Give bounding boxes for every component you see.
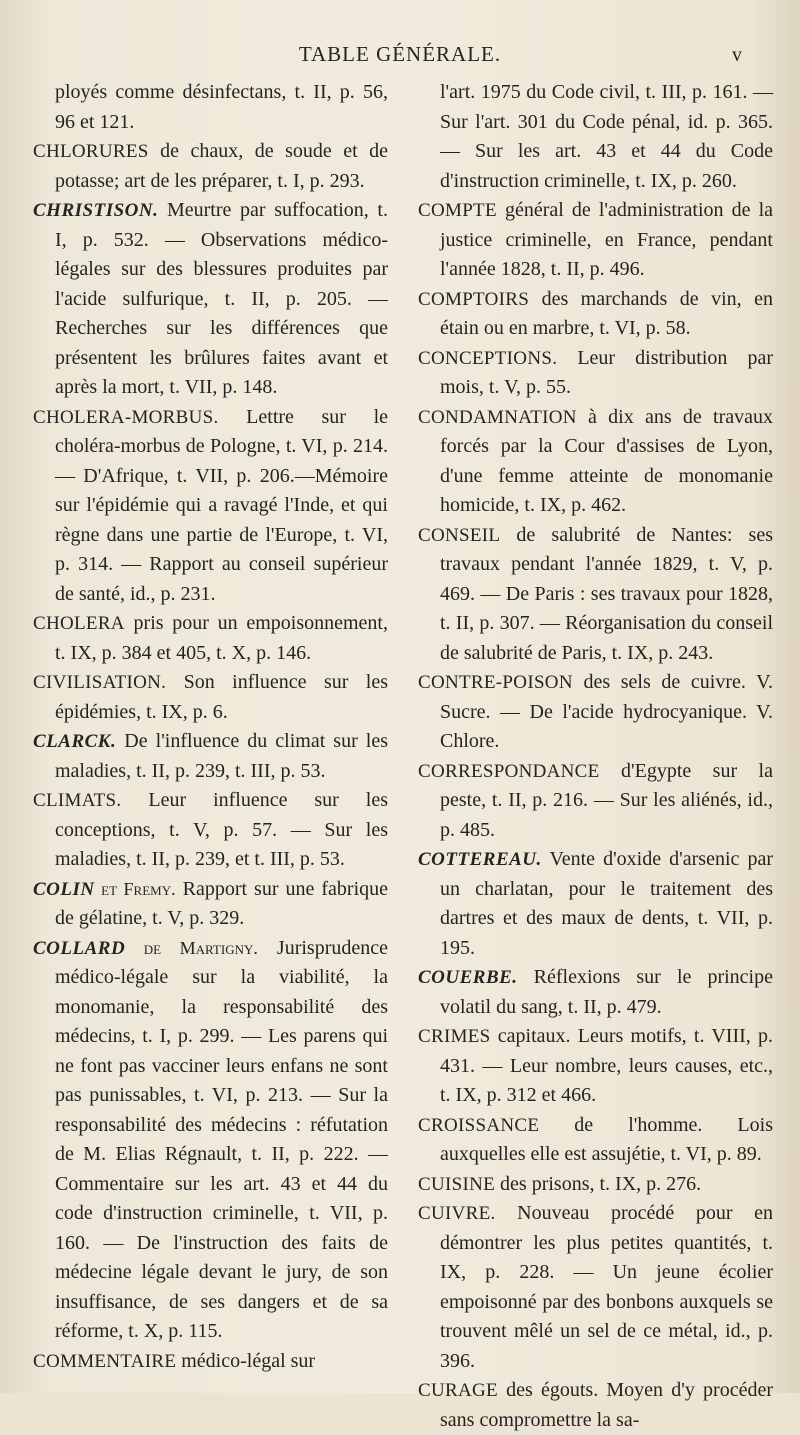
entry-headword: COUERBE.	[418, 967, 518, 988]
entry-headword: CHOLERA	[33, 613, 125, 634]
index-entry	[33, 668, 388, 727]
entry-headword: CLIMATS.	[33, 790, 122, 811]
index-entry	[418, 757, 773, 846]
entry-body: de l'homme. Lois auxquelles elle est assujétie, t. VI, p. 89.	[440, 1113, 773, 1165]
index-entry	[33, 403, 388, 610]
left-column	[33, 78, 388, 1435]
entry-body: des prisons, t. IX, p. 276.	[495, 1172, 702, 1195]
entry-body: Rapport sur une fabrique de gélatine, t. V, p. 329.	[55, 877, 388, 929]
index-entry	[418, 344, 773, 403]
entry-body: Nouveau procédé pour en démontrer les plus petites quantités, t. IX, p. 228. — Un jeune écolier empoisonné par des bonbons auxquels se trouvent mêlé un sel de ce métal, id., p. 396.	[440, 1202, 773, 1372]
index-entry	[33, 786, 388, 875]
index-entry	[418, 1111, 773, 1170]
index-entry	[33, 934, 388, 1347]
index-entry	[418, 285, 773, 344]
entry-headword: COLIN	[33, 878, 95, 900]
entry-body: de salubrité de Nantes: ses travaux pendant l'année 1829, t. V, p. 469. — De Paris : ses travaux pour 1828, t. II, p. 307. — Réorganisation du conseil de salubrité de Paris, t. IX, p. 243.	[440, 523, 773, 664]
entry-coauthor: et Fremy.	[94, 878, 176, 899]
index-entry	[418, 1376, 773, 1435]
index-entry	[33, 196, 388, 403]
entry-headword: CONCEPTIONS.	[418, 347, 558, 369]
entry-headword: CONSEIL	[418, 524, 501, 546]
index-entry	[418, 196, 773, 285]
index-columns	[33, 78, 773, 1435]
entry-body: Jurisprudence médico-légale sur la viabilité, la monomanie, la responsabilité des médecins, t. I, p. 299. — Les parens qui ne font pas vacciner leurs enfans ne sont pas punissables, t. VI, p. 213. — Sur la responsabilité des médecins : réfutation de M. Elias Régnault, t. II, p. 222. — Commentaire sur les art. 43 et 44 du code d'instruction criminelle, t. VII, p. 160. — De l'instruction des faits de médecine légale devant le jury, de son insuffisance, de ses dangers et de sa réforme, t. X, p. 115.	[55, 936, 388, 1342]
index-entry	[33, 609, 388, 668]
entry-headword: CLARCK.	[33, 731, 117, 752]
entry-body: l'art. 1975 du Code civil, t. III, p. 161. — Sur l'art. 301 du Code pénal, id. p. 365. — Sur les art. 43 et 44 du Code d'instruction criminelle, t. IX, p. 260.	[440, 81, 773, 192]
entry-body: à dix ans de travaux forcés par la Cour d'assises de Lyon, d'une femme atteinte de monomanie homicide, t. IX, p. 462.	[440, 405, 773, 516]
entry-body: De l'influence du climat sur les maladies, t. II, p. 239, t. III, p. 53.	[55, 730, 388, 782]
entry-body: Meurtre par suffocation, t. I, p. 532. — Observations médico-légales sur des blessures produites par l'acide sulfurique, t. II, p. 205. — Recherches sur les différences que présentent les brûlures faites avant et après la mort, t. VII, p. 148.	[55, 199, 388, 398]
entry-headword: CIVILISATION.	[33, 672, 167, 693]
index-entry	[418, 521, 773, 669]
running-title: TABLE GÉNÉRALE.	[298, 42, 502, 66]
entry-body: capitaux. Leurs motifs, t. VIII, p. 431. — Leur nombre, leurs causes, etc., t. IX, p. 312 et 466.	[440, 1025, 773, 1106]
entry-headword: COMPTOIRS	[418, 288, 530, 310]
entry-headword: COMPTE	[418, 200, 497, 221]
entry-coauthor: de Martigny.	[125, 937, 258, 958]
entry-body: général de l'administration de la justice criminelle, en France, pendant l'année 1828, t. II, p. 496.	[440, 199, 773, 280]
entry-headword: COLLARD	[33, 937, 126, 959]
index-entry	[33, 875, 388, 934]
entry-body: des égouts. Moyen d'y procéder sans compromettre la sa-	[440, 1379, 773, 1431]
entry-headword: CUISINE	[418, 1173, 496, 1195]
index-entry	[418, 1170, 773, 1200]
entry-body: des marchands de vin, en étain ou en marbre, t. VI, p. 58.	[440, 287, 773, 339]
index-entry	[418, 1022, 773, 1111]
entry-headword: CORRESPONDANCE	[418, 760, 600, 782]
entry-headword: CHRISTISON.	[33, 200, 159, 221]
entry-body: de chaux, de soude et de potasse; art de les préparer, t. I, p. 293.	[55, 140, 388, 192]
index-entry	[33, 137, 388, 196]
index-entry-continued	[418, 78, 773, 196]
page-header	[0, 42, 800, 78]
entry-headword: CHLORURES	[33, 141, 149, 162]
entry-body: d'Egypte sur la peste, t. II, p. 216. — Sur les aliénés, id., p. 485.	[440, 759, 773, 841]
entry-body: médico-légal sur	[176, 1349, 316, 1372]
index-entry	[33, 727, 388, 786]
index-entry	[418, 668, 773, 757]
entry-headword: CUIVRE.	[418, 1203, 496, 1224]
entry-headword: CHOLERA-MORBUS.	[33, 406, 219, 428]
entry-body: Lettre sur le choléra-morbus de Pologne, t. VI, p. 214. — D'Afrique, t. VII, p. 206.—Mémoire sur l'épidémie qui a ravagé l'Inde, et qui règne dans une partie de l'Europe, t. VI, p. 314. — Rapport au conseil supérieur de santé, id., p. 231.	[55, 405, 388, 605]
right-column	[418, 78, 773, 1435]
entry-body: Réflexions sur le principe volatil du sang, t. II, p. 479.	[440, 966, 773, 1018]
entry-headword: COTTEREAU.	[418, 849, 542, 870]
entry-body: Vente d'oxide d'arsenic par un charlatan, pour le traitement des dartres et des maux de dents, t. VII, p. 195.	[440, 848, 773, 959]
entry-body: des sels de cuivre. V. Sucre. — De l'acide hydrocyanique. V. Chlore.	[440, 671, 773, 752]
entry-body: Son influence sur les épidémies, t. IX, p. 6.	[55, 671, 388, 723]
entry-headword: COMMENTAIRE	[33, 1350, 177, 1372]
index-entry	[418, 403, 773, 521]
entry-headword: CONDAMNATION	[418, 406, 577, 428]
index-entry	[418, 963, 773, 1022]
entry-headword: CRIMES	[418, 1026, 491, 1047]
entry-body: pris pour un empoisonnement, t. IX, p. 384 et 405, t. X, p. 146.	[55, 612, 388, 664]
entry-headword: CURAGE	[418, 1380, 498, 1401]
entry-headword: CONTRE-POISON	[418, 672, 573, 693]
entry-body: ployés comme désinfectans, t. II, p. 56, 96 et 121.	[55, 81, 388, 133]
entry-body: Leur influence sur les conceptions, t. V, p. 57. — Sur les maladies, t. II, p. 239, et t. III, p. 53.	[55, 789, 388, 870]
index-entry	[33, 1347, 388, 1377]
page-number: v	[732, 44, 742, 66]
index-entry-continued	[33, 78, 388, 137]
entry-body: Leur distribution par mois, t. V, p. 55.	[440, 346, 773, 398]
entry-headword: CROISSANCE	[418, 1114, 540, 1136]
index-entry	[418, 845, 773, 963]
index-entry	[418, 1199, 773, 1376]
